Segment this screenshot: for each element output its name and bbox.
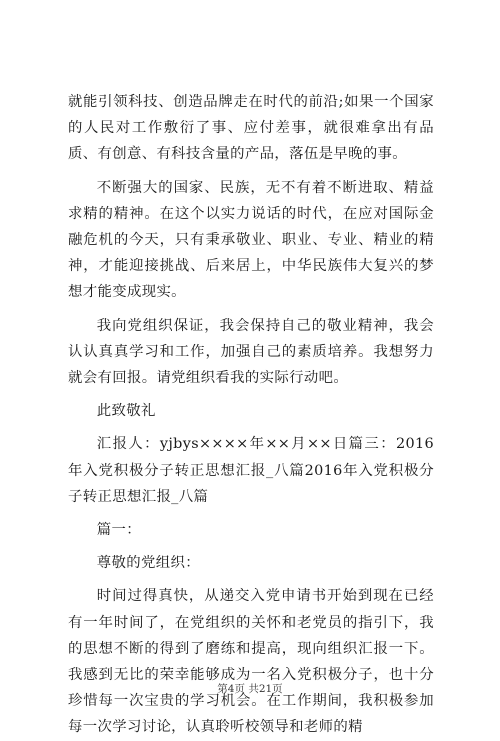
paragraph-pledge: 我向党组织保证，我会保持自己的敬业精神，我会认认真真学习和工作，加强自己的素质培养。我想努力就会有回报。请党组织看我的实际行动吧。 xyxy=(68,317,434,387)
closing-salutation: 此致敬礼 xyxy=(96,403,156,420)
paragraph-striving-nation: 不断强大的国家、民族，无不有着不断进取、精益求精的精神。在这个以实力说话的时代，在应对国际金融危机的今天，只有秉承敬业、职业、专业、精业的精神，才能迎接挑战、后来居上，中华民族伟大复兴的梦想才能变成现实。 xyxy=(68,179,434,301)
letter-greeting: 尊敬的党组织： xyxy=(96,555,200,572)
document-body xyxy=(68,89,434,741)
paragraph-continuation: 就能引领科技、创造品牌走在时代的前沿;如果一个国家的人民对工作敷衍了事、应付差事，就很难拿出有品质、有创意、有科技含量的产品，落伍是早晚的事。 xyxy=(68,94,434,163)
paragraph-report-body: 时间过得真快，从递交入党申请书开始到现在已经有一年时间了，在党组织的关怀和老党员的指引下，我的思想不断的得到了磨练和提高，现向组织汇报一下。我感到无比的荣幸能够成为一名入党积极分子，也十分珍惜每一次宝贵的学习机会。在工作期间，我积极参加每一次学习讨论，认真聆听校领导和老师的精 xyxy=(68,588,434,736)
page-number-footer: 第4页 共21页 xyxy=(217,683,283,695)
section-heading: 篇一： xyxy=(96,522,142,539)
reporter-signature-line: 汇报人：yjbys××××年××月××日篇三：2016年入党积极分子转正思想汇报_八篇2016年入党积极分子转正思想汇报_八篇 xyxy=(68,436,434,505)
